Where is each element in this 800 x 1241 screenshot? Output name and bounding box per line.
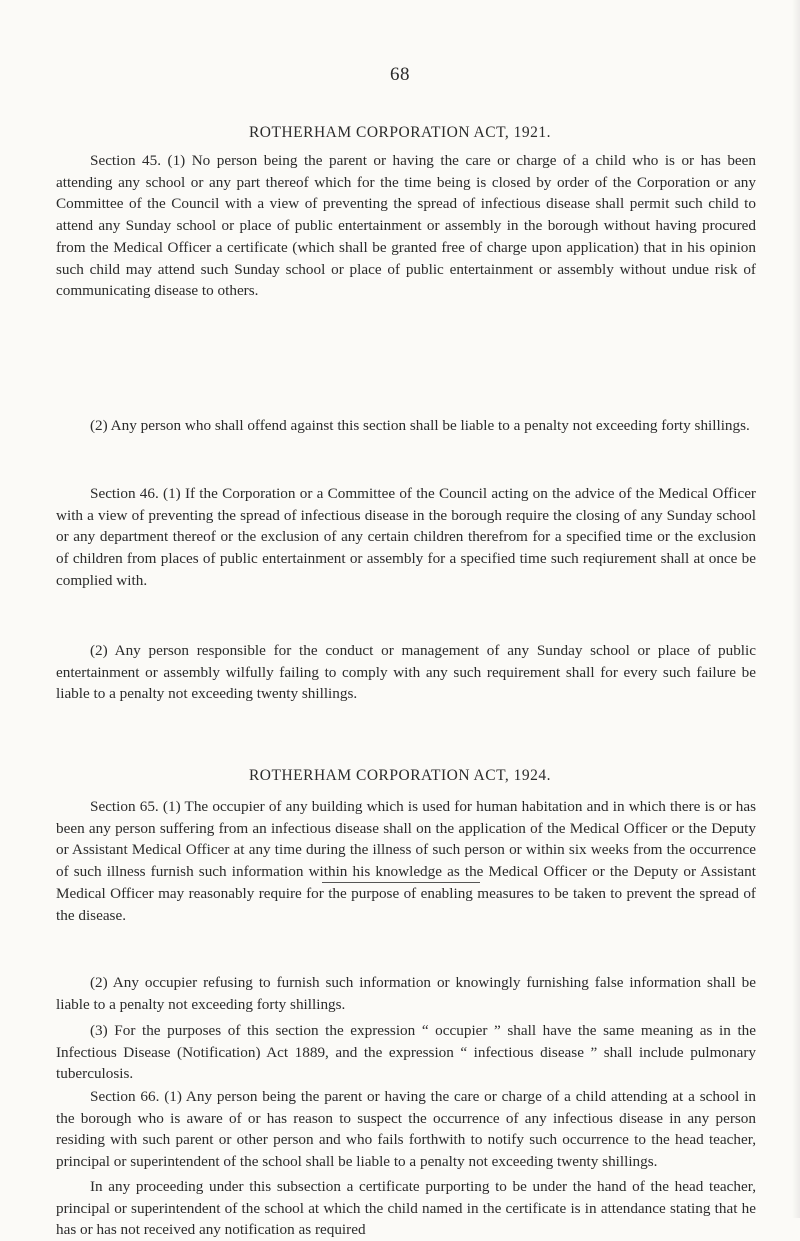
act-1924-heading: ROTHERHAM CORPORATION ACT, 1924. — [248, 767, 552, 784]
section-65-2-paragraph: (2) Any occupier refusing to furnish such information or knowingly furnishing false information shall be liable to a penalty not exceeding forty shillings. — [56, 974, 756, 1013]
section-65-1-paragraph: Section 65. (1) The occupier of any building which is used for human habitation and in which there is or has been any person suffering from an infectious disease shall on the application of the Medical Officer or the Deputy or Assistant Medical Officer at any time during the illness of such person or within six weeks from the occurrence of such illness furnish such information within his knowledge as the Medical Officer or the Deputy or Assistant Medical Officer may reasonably require for the purpose of enabling measures to be taken to prevent the spread of the disease. — [56, 798, 756, 924]
section-65-3-paragraph: (3) For the purposes of this section the expression “ occupier ” shall have the same meaning as in the Infectious Disease (Notification) Act 1889, and the expression “ infectious disease ” shall include pulmonary tuberculosis. — [56, 1022, 756, 1083]
section-66-proceeding-paragraph: In any proceeding under this subsection a certificate purporting to be under the hand of the head teacher, principal or superintendent of the school at which the child named in the certificate is in attendance stating that he has or has not received any notification as required — [56, 1178, 756, 1239]
section-46-1-paragraph: Section 46. (1) If the Corporation or a Committee of the Council acting on the advice of the Medical Officer with a view of preventing the spread of infectious disease in the borough require the closing of any Sunday school or any department thereof or the exclusion of any certain children therefrom for a specified time or the exclusion of children from places of public entertainment or assembly for a specified time such reqiurement shall at once be complied with. — [56, 485, 756, 589]
section-46-2-paragraph: (2) Any person responsible for the conduct or management of any Sunday school or place of public entertainment or assembly wilfully failing to comply with any such requirement shall for every such failure be liable to a penalty not exceeding twenty shillings. — [56, 642, 756, 703]
section-45-2-paragraph: (2) Any person who shall offend against this section shall be liable to a penalty not exceeding forty shillings. — [90, 417, 750, 434]
section-45-1-paragraph: Section 45. (1) No person being the parent or having the care or charge of a child who is or has been attending any school or any part thereof which for the time being is closed by order of the Corporation or any Committee of the Council with a view of preventing the spread of infectious disease shall permit such child to attend any Sunday school or place of public entertainment or assembly in the borough without having procured from the Medical Officer a certificate (which shall be granted free of charge upon application) that in his opinion such child may attend such Sunday school or place of public entertainment or assembly without undue risk of communicating disease to others. — [56, 152, 756, 300]
page-number: 68 — [390, 64, 410, 85]
act-1921-heading: ROTHERHAM CORPORATION ACT, 1921. — [248, 124, 552, 141]
section-66-1-paragraph: Section 66. (1) Any person being the parent or having the care or charge of a child attending at a school in the borough who is aware of or has reason to suspect the occurrence of any infectious disease in any person residing with such parent or other person and who fails forthwith to notify such occurrence to the head teacher, principal or superintendent of the school shall be liable to a penalty not exceeding twenty shillings. — [56, 1088, 756, 1171]
page-edge-shadow — [792, 0, 800, 1218]
